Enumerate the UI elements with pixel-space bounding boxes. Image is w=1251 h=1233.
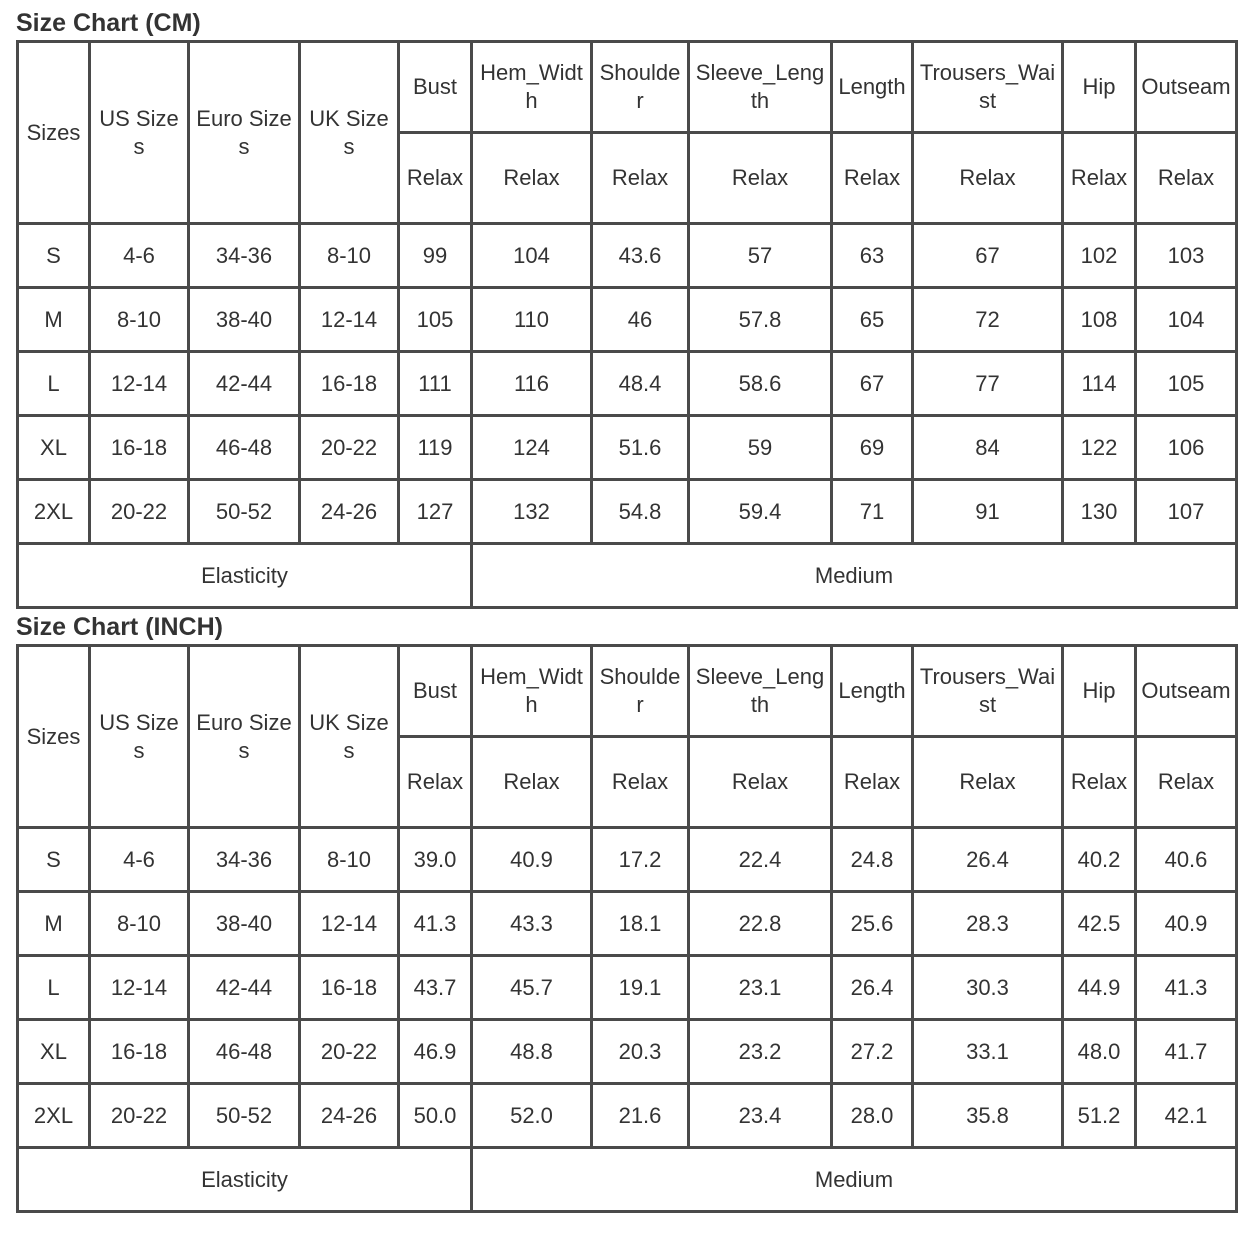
cell-euro-sizes: 34-36 (190, 829, 301, 893)
table-row (19, 1085, 1238, 1149)
fit-bust: Relax (400, 134, 473, 225)
header-uk-sizes: UK Sizes (301, 43, 400, 225)
cell-trousers-waist: 67 (914, 225, 1064, 289)
header-bust: Bust (400, 647, 473, 738)
cell-uk-sizes: 16-18 (301, 353, 400, 417)
cell-shoulder: 18.1 (593, 893, 690, 957)
table-row (19, 289, 1238, 353)
fit-hem-width: Relax (473, 134, 593, 225)
cell-outseam: 40.9 (1137, 893, 1238, 957)
table-row (19, 957, 1238, 1021)
cell-uk-sizes: 8-10 (301, 829, 400, 893)
table-row (19, 417, 1238, 481)
cell-bust: 46.9 (400, 1021, 473, 1085)
cell-sizes: S (19, 225, 91, 289)
header-outseam: Outseam (1137, 43, 1238, 134)
cell-outseam: 107 (1137, 481, 1238, 545)
cell-bust: 41.3 (400, 893, 473, 957)
cell-hem-width: 40.9 (473, 829, 593, 893)
size-chart-cm-table (16, 40, 1238, 609)
size-chart-inch-title: Size Chart (INCH) (16, 613, 223, 641)
cell-sizes: 2XL (19, 481, 91, 545)
cell-trousers-waist: 35.8 (914, 1085, 1064, 1149)
header-trousers-waist: Trousers_Waist (914, 43, 1064, 134)
cell-euro-sizes: 50-52 (190, 481, 301, 545)
cell-trousers-waist: 77 (914, 353, 1064, 417)
cell-sizes: S (19, 829, 91, 893)
header-hip: Hip (1064, 43, 1137, 134)
cell-outseam: 106 (1137, 417, 1238, 481)
cell-us-sizes: 4-6 (91, 225, 190, 289)
cell-sizes: 2XL (19, 1085, 91, 1149)
cell-length: 26.4 (833, 957, 914, 1021)
cell-length: 27.2 (833, 1021, 914, 1085)
cell-shoulder: 54.8 (593, 481, 690, 545)
cell-length: 24.8 (833, 829, 914, 893)
cell-bust: 111 (400, 353, 473, 417)
cell-length: 63 (833, 225, 914, 289)
cell-us-sizes: 20-22 (91, 1085, 190, 1149)
elasticity-value: Medium (473, 545, 1238, 609)
cell-us-sizes: 20-22 (91, 481, 190, 545)
cell-length: 65 (833, 289, 914, 353)
cell-length: 69 (833, 417, 914, 481)
fit-length: Relax (833, 134, 914, 225)
cell-us-sizes: 16-18 (91, 417, 190, 481)
fit-hip: Relax (1064, 738, 1137, 829)
cell-outseam: 40.6 (1137, 829, 1238, 893)
fit-sleeve-length: Relax (690, 738, 833, 829)
cell-hip: 51.2 (1064, 1085, 1137, 1149)
cell-hip: 122 (1064, 417, 1137, 481)
cell-hip: 40.2 (1064, 829, 1137, 893)
cell-shoulder: 43.6 (593, 225, 690, 289)
header-hem-width: Hem_Width (473, 43, 593, 134)
table-row (19, 353, 1238, 417)
cell-trousers-waist: 26.4 (914, 829, 1064, 893)
header-euro-sizes: Euro Sizes (190, 647, 301, 829)
cell-hip: 108 (1064, 289, 1137, 353)
cell-hem-width: 48.8 (473, 1021, 593, 1085)
cell-hem-width: 116 (473, 353, 593, 417)
cell-shoulder: 46 (593, 289, 690, 353)
cell-bust: 39.0 (400, 829, 473, 893)
cell-uk-sizes: 24-26 (301, 481, 400, 545)
fit-outseam: Relax (1137, 134, 1238, 225)
header-bust: Bust (400, 43, 473, 134)
cell-shoulder: 19.1 (593, 957, 690, 1021)
header-sleeve-length: Sleeve_Length (690, 647, 833, 738)
cell-trousers-waist: 33.1 (914, 1021, 1064, 1085)
cell-sizes: L (19, 957, 91, 1021)
cell-bust: 43.7 (400, 957, 473, 1021)
cell-bust: 127 (400, 481, 473, 545)
cell-hip: 130 (1064, 481, 1137, 545)
table-row (19, 1021, 1238, 1085)
table-row (19, 481, 1238, 545)
cell-length: 28.0 (833, 1085, 914, 1149)
cell-sleeve-length: 57 (690, 225, 833, 289)
cell-length: 67 (833, 353, 914, 417)
cell-shoulder: 48.4 (593, 353, 690, 417)
header-shoulder: Shoulder (593, 647, 690, 738)
header-sizes: Sizes (19, 647, 91, 829)
cell-sleeve-length: 59.4 (690, 481, 833, 545)
elasticity-label: Elasticity (19, 545, 473, 609)
cell-outseam: 41.3 (1137, 957, 1238, 1021)
cell-outseam: 105 (1137, 353, 1238, 417)
cell-sleeve-length: 23.4 (690, 1085, 833, 1149)
cell-hem-width: 52.0 (473, 1085, 593, 1149)
header-hem-width: Hem_Width (473, 647, 593, 738)
cell-sleeve-length: 22.8 (690, 893, 833, 957)
cell-euro-sizes: 42-44 (190, 353, 301, 417)
table-row (19, 893, 1238, 957)
cell-outseam: 41.7 (1137, 1021, 1238, 1085)
fit-shoulder: Relax (593, 134, 690, 225)
cell-us-sizes: 16-18 (91, 1021, 190, 1085)
cell-trousers-waist: 28.3 (914, 893, 1064, 957)
fit-sleeve-length: Relax (690, 134, 833, 225)
header-trousers-waist: Trousers_Waist (914, 647, 1064, 738)
elasticity-value: Medium (473, 1149, 1238, 1213)
cell-euro-sizes: 38-40 (190, 893, 301, 957)
cell-us-sizes: 12-14 (91, 353, 190, 417)
size-chart-cm-title: Size Chart (CM) (16, 9, 201, 37)
header-euro-sizes: Euro Sizes (190, 43, 301, 225)
table-row (19, 225, 1238, 289)
cell-euro-sizes: 38-40 (190, 289, 301, 353)
cell-hem-width: 110 (473, 289, 593, 353)
cell-sizes: XL (19, 417, 91, 481)
cell-sleeve-length: 23.2 (690, 1021, 833, 1085)
cell-euro-sizes: 42-44 (190, 957, 301, 1021)
cell-sleeve-length: 59 (690, 417, 833, 481)
header-us-sizes: US Sizes (91, 43, 190, 225)
header-length: Length (833, 43, 914, 134)
cell-hip: 48.0 (1064, 1021, 1137, 1085)
cell-sizes: L (19, 353, 91, 417)
cell-uk-sizes: 12-14 (301, 893, 400, 957)
cell-hem-width: 104 (473, 225, 593, 289)
fit-shoulder: Relax (593, 738, 690, 829)
elasticity-label: Elasticity (19, 1149, 473, 1213)
fit-bust: Relax (400, 738, 473, 829)
cell-euro-sizes: 34-36 (190, 225, 301, 289)
header-sleeve-length: Sleeve_Length (690, 43, 833, 134)
cell-hem-width: 43.3 (473, 893, 593, 957)
cell-trousers-waist: 84 (914, 417, 1064, 481)
cell-uk-sizes: 8-10 (301, 225, 400, 289)
cell-hip: 114 (1064, 353, 1137, 417)
header-uk-sizes: UK Sizes (301, 647, 400, 829)
cell-outseam: 42.1 (1137, 1085, 1238, 1149)
header-sizes: Sizes (19, 43, 91, 225)
cell-uk-sizes: 12-14 (301, 289, 400, 353)
cell-outseam: 103 (1137, 225, 1238, 289)
cell-hem-width: 45.7 (473, 957, 593, 1021)
cell-shoulder: 17.2 (593, 829, 690, 893)
cell-bust: 50.0 (400, 1085, 473, 1149)
cell-uk-sizes: 24-26 (301, 1085, 400, 1149)
cell-bust: 105 (400, 289, 473, 353)
cell-hip: 102 (1064, 225, 1137, 289)
cell-euro-sizes: 50-52 (190, 1085, 301, 1149)
cell-hem-width: 124 (473, 417, 593, 481)
cell-sizes: M (19, 893, 91, 957)
header-length: Length (833, 647, 914, 738)
header-us-sizes: US Sizes (91, 647, 190, 829)
cell-sleeve-length: 22.4 (690, 829, 833, 893)
cell-uk-sizes: 20-22 (301, 1021, 400, 1085)
cell-uk-sizes: 16-18 (301, 957, 400, 1021)
cell-hem-width: 132 (473, 481, 593, 545)
cell-trousers-waist: 72 (914, 289, 1064, 353)
cell-sleeve-length: 58.6 (690, 353, 833, 417)
table-row (19, 829, 1238, 893)
cell-us-sizes: 8-10 (91, 289, 190, 353)
fit-hem-width: Relax (473, 738, 593, 829)
cell-us-sizes: 12-14 (91, 957, 190, 1021)
cell-trousers-waist: 30.3 (914, 957, 1064, 1021)
cell-bust: 99 (400, 225, 473, 289)
cell-trousers-waist: 91 (914, 481, 1064, 545)
cell-length: 25.6 (833, 893, 914, 957)
cell-shoulder: 20.3 (593, 1021, 690, 1085)
cell-bust: 119 (400, 417, 473, 481)
size-chart-inch-table (16, 644, 1238, 1213)
header-hip: Hip (1064, 647, 1137, 738)
cell-outseam: 104 (1137, 289, 1238, 353)
fit-hip: Relax (1064, 134, 1137, 225)
fit-trousers-waist: Relax (914, 134, 1064, 225)
cell-sizes: M (19, 289, 91, 353)
cell-shoulder: 51.6 (593, 417, 690, 481)
cell-euro-sizes: 46-48 (190, 1021, 301, 1085)
cell-sleeve-length: 23.1 (690, 957, 833, 1021)
fit-outseam: Relax (1137, 738, 1238, 829)
fit-trousers-waist: Relax (914, 738, 1064, 829)
cell-uk-sizes: 20-22 (301, 417, 400, 481)
cell-euro-sizes: 46-48 (190, 417, 301, 481)
cell-sleeve-length: 57.8 (690, 289, 833, 353)
cell-us-sizes: 8-10 (91, 893, 190, 957)
cell-hip: 42.5 (1064, 893, 1137, 957)
cell-shoulder: 21.6 (593, 1085, 690, 1149)
header-shoulder: Shoulder (593, 43, 690, 134)
cell-us-sizes: 4-6 (91, 829, 190, 893)
fit-length: Relax (833, 738, 914, 829)
header-outseam: Outseam (1137, 647, 1238, 738)
cell-length: 71 (833, 481, 914, 545)
cell-sizes: XL (19, 1021, 91, 1085)
cell-hip: 44.9 (1064, 957, 1137, 1021)
